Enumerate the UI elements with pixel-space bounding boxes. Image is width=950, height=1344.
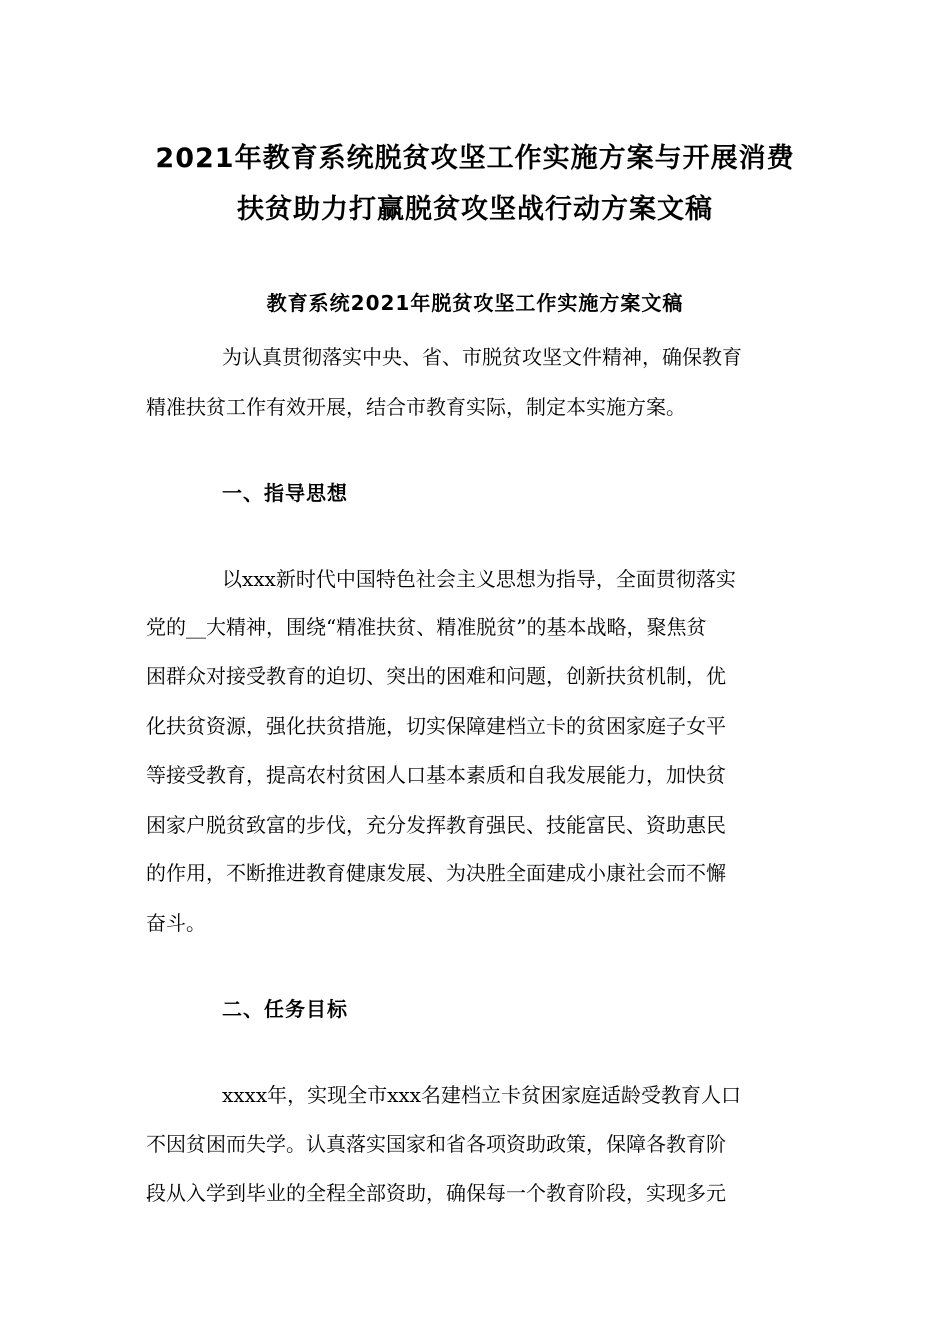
document-title-line-1: 2021年教育系统脱贫攻坚工作实施方案与开展消费 [155, 143, 795, 174]
section-1-heading: 一、指导思想 [222, 481, 348, 505]
section-1-line-5: 等接受教育，提高农村贫困人口基本素质和自我发展能力，加快贫 [146, 763, 726, 787]
section-1-line-4: 化扶贫资源，强化扶贫措施，切实保障建档立卡的贫困家庭子女平 [146, 714, 726, 738]
section-2-heading: 二、任务目标 [222, 997, 348, 1021]
section-1-line-7: 的作用，不断推进教育健康发展、为决胜全面建成小康社会而不懈 [146, 861, 726, 885]
section-1-line-6: 困家户脱贫致富的步伐，充分发挥教育强民、技能富民、资助惠民 [146, 813, 726, 837]
intro-line-1: 为认真贯彻落实中央、省、市脱贫攻坚文件精神，确保教育 [222, 345, 742, 369]
section-1-line-8: 奋斗。 [146, 911, 206, 935]
section-1-line-2: 党的__大精神，围绕“精准扶贫、精准脱贫”的基本战略，聚焦贫 [146, 615, 707, 639]
intro-line-2: 精准扶贫工作有效开展，结合市教育实际，制定本实施方案。 [146, 395, 686, 419]
section-1-line-3: 困群众对接受教育的迫切、突出的困难和问题，创新扶贫机制，优 [146, 664, 726, 688]
section-2-line-2: 不因贫困而失学。认真落实国家和省各项资助政策，保障各教育阶 [146, 1132, 726, 1156]
document-subtitle: 教育系统2021年脱贫攻坚工作实施方案文稿 [266, 291, 684, 315]
section-1-line-1: 以xxx新时代中国特色社会主义思想为指导，全面贯彻落实 [222, 567, 736, 591]
section-2-line-3: 段从入学到毕业的全程全部资助，确保每一个教育阶段，实现多元 [146, 1181, 726, 1205]
section-2-line-1: xxxx年，实现全市xxx名建档立卡贫困家庭适龄受教育人口 [222, 1083, 741, 1107]
document-title-line-2: 扶贫助力打赢脱贫攻坚战行动方案文稿 [237, 194, 713, 225]
